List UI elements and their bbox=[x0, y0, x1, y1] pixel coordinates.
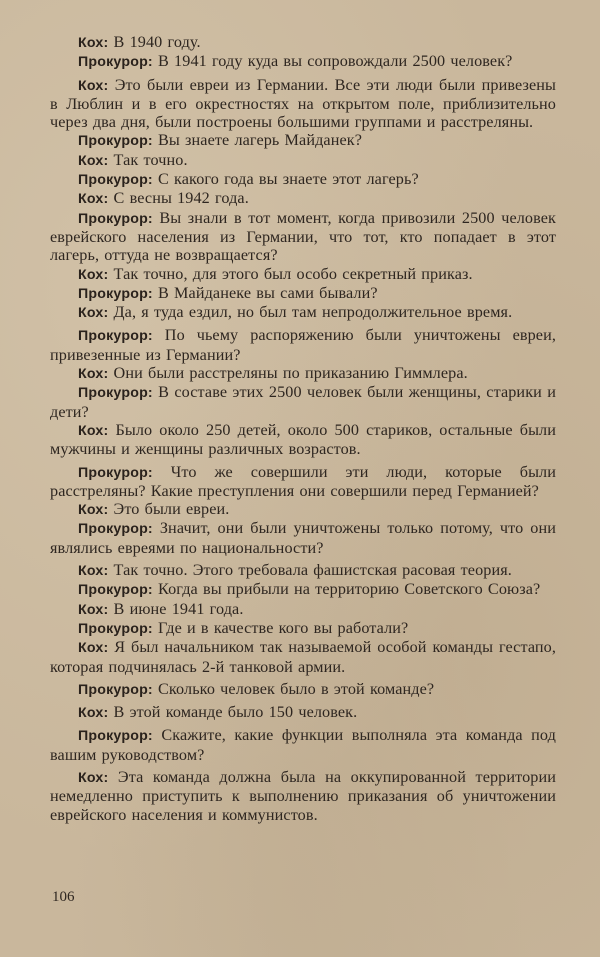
speaker-label: Кох: bbox=[78, 266, 109, 283]
paragraph bbox=[50, 703, 556, 722]
paragraph-text: По чьему распоряжению были уничтожены евреи, привезенные из Германии? bbox=[50, 326, 556, 364]
paragraph bbox=[50, 383, 556, 421]
paragraph-text: С весны 1942 года. bbox=[108, 189, 249, 208]
paragraph bbox=[50, 52, 556, 71]
speaker-label: Кох: bbox=[78, 152, 109, 169]
paragraph-text: Это были евреи из Германии. Все эти люди были привезены в Люблин и в его окрестностях на открытом поле, приблизительно через два дня, были построены большими группами и расстреляны. bbox=[50, 75, 556, 132]
paragraph bbox=[50, 726, 556, 764]
paragraph-text: Вы знаете лагерь Майданек? bbox=[152, 131, 363, 150]
paragraph bbox=[50, 561, 556, 580]
paragraph-text: В Майданеке вы сами бывали? bbox=[152, 283, 378, 302]
paragraph-text: В 1941 году куда вы сопровождали 2500 человек? bbox=[152, 52, 513, 71]
paragraph-text: Было около 250 детей, около 500 стариков, остальные были мужчины и женщины различных возрастов. bbox=[50, 420, 556, 459]
paragraph-text: В 1940 году. bbox=[108, 33, 201, 51]
paragraph-text: Так точно. bbox=[108, 150, 188, 169]
speaker-label: Прокурор: bbox=[78, 285, 153, 302]
speaker-label: Кох: bbox=[78, 705, 109, 722]
speaker-label: Прокурор: bbox=[78, 133, 153, 150]
paragraph bbox=[50, 364, 556, 383]
paragraph bbox=[50, 209, 556, 265]
speaker-label: Прокурор: bbox=[78, 681, 153, 698]
paragraph-text: Они были расстреляны по приказанию Гиммлера. bbox=[108, 364, 468, 383]
speaker-label: Кох: bbox=[78, 35, 109, 51]
speaker-label: Прокурор: bbox=[78, 728, 153, 745]
speaker-label: Прокурор: bbox=[78, 328, 153, 345]
paragraph bbox=[50, 600, 556, 619]
paragraph bbox=[50, 680, 556, 699]
paragraph-text: Когда вы прибыли на территорию Советского Союза? bbox=[152, 580, 541, 599]
speaker-label: Кох: bbox=[78, 563, 109, 580]
paragraph-text: Значит, они были уничтожены только потому, что они являлись евреями по национальности? bbox=[50, 519, 556, 557]
paragraph bbox=[50, 421, 556, 459]
paragraph bbox=[50, 265, 556, 284]
page-number: 106 bbox=[52, 889, 75, 905]
speaker-label: Кох: bbox=[78, 502, 109, 519]
paragraph bbox=[50, 638, 556, 676]
paragraph-text: С какого года вы знаете этот лагерь? bbox=[152, 170, 419, 189]
paragraph-text: Я был начальником так называемой особой команды гестапо, которая подчинялась 2-й танковой армии. bbox=[50, 638, 556, 676]
paragraph-text: Так точно, для этого был особо секретный приказ. bbox=[108, 264, 473, 283]
paragraph-text: Где и в качестве кого вы работали? bbox=[152, 618, 409, 637]
speaker-label: Прокурор: bbox=[78, 521, 153, 538]
page-body bbox=[50, 33, 556, 824]
paragraph bbox=[50, 619, 556, 638]
speaker-label: Кох: bbox=[78, 640, 109, 657]
speaker-label: Прокурор: bbox=[78, 582, 153, 599]
paragraph bbox=[50, 151, 556, 170]
speaker-label: Прокурор: bbox=[78, 172, 153, 189]
speaker-label: Кох: bbox=[78, 191, 109, 208]
paragraph bbox=[50, 580, 556, 599]
paragraph-text: Скажите, какие функции выполняла эта команда под вашим руководством? bbox=[50, 726, 556, 764]
paragraph-text: В составе этих 2500 человек были женщины, старики и дети? bbox=[50, 383, 556, 421]
paragraph-text: Так точно. Этого требовала фашистская расовая теория. bbox=[108, 561, 512, 580]
speaker-label: Кох: bbox=[78, 422, 109, 439]
speaker-label: Кох: bbox=[78, 77, 109, 94]
paragraph bbox=[50, 519, 556, 557]
paragraph-text: Это были евреи. bbox=[108, 500, 230, 519]
paragraph bbox=[50, 463, 556, 501]
paragraph bbox=[50, 326, 556, 364]
paragraph bbox=[50, 189, 556, 208]
paragraph bbox=[50, 76, 556, 132]
paragraph bbox=[50, 303, 556, 322]
paragraph-text: Эта команда должна была на оккупированной территории немедленно приступить к выполнению приказания об уничтожении еврейского населения и коммунистов. bbox=[50, 767, 556, 824]
speaker-label: Кох: bbox=[78, 305, 109, 322]
speaker-label: Кох: bbox=[78, 769, 109, 786]
paragraph-text: Что же совершили эти люди, которые были расстреляны? Какие преступления они совершили перед Германией? bbox=[50, 462, 556, 500]
speaker-label: Прокурор: bbox=[78, 54, 153, 71]
paragraph-text: В этой команде было 150 человек. bbox=[108, 703, 358, 722]
paragraph bbox=[50, 131, 556, 150]
paragraph-text: Сколько человек было в этой команде? bbox=[152, 679, 435, 698]
speaker-label: Кох: bbox=[78, 601, 109, 618]
speaker-label: Прокурор: bbox=[78, 385, 153, 402]
speaker-label: Кох: bbox=[78, 366, 109, 383]
speaker-label: Прокурор: bbox=[78, 210, 153, 227]
paragraph-text: Да, я туда ездил, но был там непродолжительное время. bbox=[108, 303, 513, 322]
speaker-label: Прокурор: bbox=[78, 464, 153, 481]
speaker-label: Прокурор: bbox=[78, 620, 153, 637]
paragraph bbox=[50, 500, 556, 519]
paragraph-text: В июне 1941 года. bbox=[108, 599, 244, 618]
paragraph bbox=[50, 768, 556, 824]
paragraph bbox=[50, 284, 556, 303]
paragraph-text: Вы знали в тот момент, когда привозили 2500 человек еврейского населения из Германии, что тот, кто попадает в этот лагерь, оттуда не возвращается? bbox=[50, 208, 556, 265]
paragraph bbox=[50, 170, 556, 189]
paragraph bbox=[50, 33, 556, 52]
